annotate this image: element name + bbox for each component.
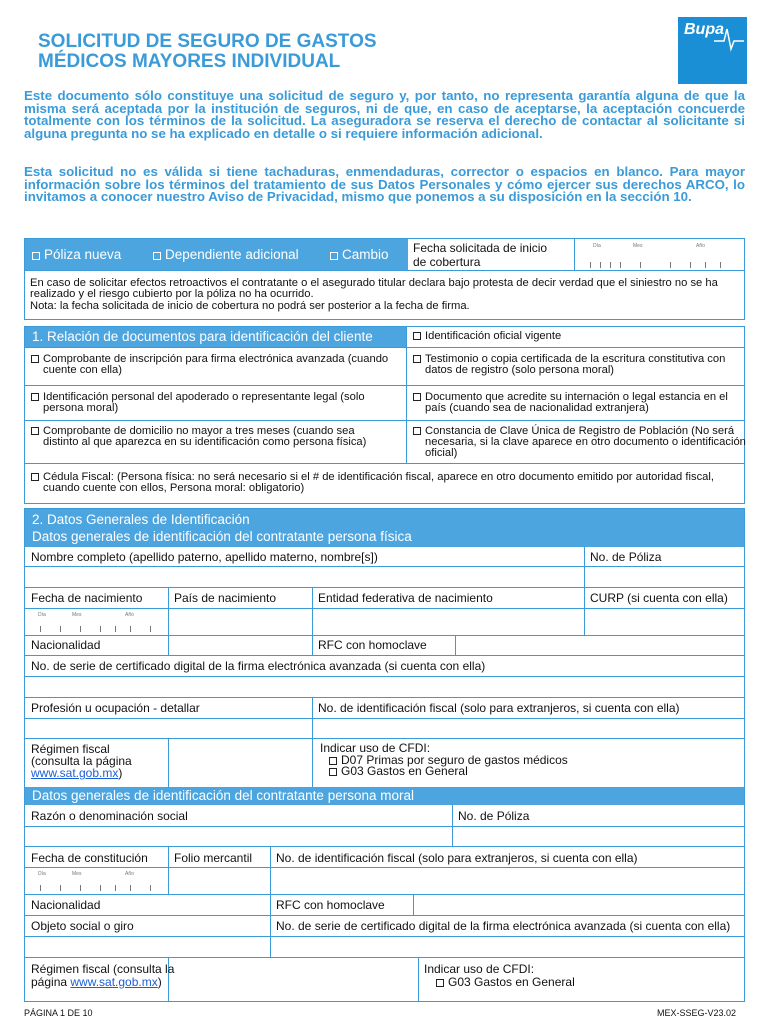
doc-item-label: Comprobante de domicilio no mayor a tres meses (cuando sea distinto al que aparezca en su identificación como persona física)	[43, 425, 367, 448]
start-date-label: Fecha solicitada de inicio de cobertura	[413, 241, 548, 269]
option-label: Dependiente adicional	[165, 247, 299, 262]
label-id-fiscal: No. de identificación fiscal (solo para extranjeros, si cuenta con ella)	[318, 701, 680, 715]
doc-item-3[interactable]	[413, 354, 750, 376]
cfdi-moral-label: Indicar uso de CFDI:	[424, 962, 535, 976]
form-code: MEX-SSEG-V23.02	[657, 1008, 737, 1018]
label-regimen	[31, 743, 132, 779]
doc-item-6[interactable]	[31, 426, 378, 448]
checkbox[interactable]	[413, 355, 421, 363]
day-label: Día	[593, 243, 601, 249]
label-id-fiscal-moral: No. de identificación fiscal (solo para extranjeros, si cuenta con ella)	[276, 851, 638, 865]
label-profesion: Profesión u ocupación - detallar	[31, 701, 200, 715]
regimen-moral-line-1: Régimen fiscal (consulta la	[31, 962, 175, 976]
doc-item-label: Documento que acredite su internación o legal estancia en el país (cuando sea de nacionalidad extranjera)	[425, 391, 728, 414]
cfdi-option-label: G03 Gastos en General	[341, 764, 468, 778]
checkbox[interactable]	[31, 355, 39, 363]
checkbox[interactable]	[413, 332, 421, 340]
label-objeto-social: Objeto social o giro	[31, 919, 134, 933]
label-curp: CURP (si cuenta con ella)	[590, 591, 728, 605]
page-number: PÁGINA 1 DE 10	[24, 1008, 93, 1018]
section-2-title: 2. Datos Generales de Identificación	[32, 512, 250, 527]
label-serie-moral: No. de serie de certificado digital de la firma electrónica avanzada (si cuenta con ella)	[276, 919, 731, 933]
label-fecha-nacimiento: Fecha de nacimiento	[31, 591, 143, 605]
checkbox[interactable]	[32, 252, 40, 260]
paren: )	[157, 975, 162, 989]
checkbox[interactable]	[329, 768, 337, 776]
label-nombre: Nombre completo (apellido paterno, apellido materno, nombre[s])	[31, 550, 378, 564]
checkbox[interactable]	[436, 979, 444, 987]
doc-item-5[interactable]	[413, 392, 750, 414]
month-label: Mes	[72, 612, 82, 618]
label-pais-nacimiento: País de nacimiento	[174, 591, 277, 605]
fisica-subtitle: Datos generales de identificación del contratante persona física	[32, 529, 412, 544]
input-razon-social[interactable]	[25, 827, 451, 845]
option-cambio[interactable]	[330, 239, 389, 270]
day-label: Día	[38, 612, 46, 618]
checkbox[interactable]	[330, 252, 338, 260]
constitution-date-field[interactable]	[40, 885, 152, 891]
year-label: Año	[125, 612, 134, 618]
cfdi-block	[320, 743, 568, 778]
paren: )	[118, 766, 123, 780]
logo-text: Bupa	[684, 21, 724, 38]
label-razon-social: Razón o denominación social	[31, 809, 188, 823]
input-poliza[interactable]	[585, 567, 744, 586]
label-entidad: Entidad federativa de nacimiento	[318, 591, 493, 605]
request-type-options	[25, 239, 408, 270]
doc-item-label: Comprobante de inscripción para firma electrónica avanzada (cuando cuente con ella)	[43, 353, 389, 376]
retroactive-date-note: Nota: la fecha solicitada de inicio de cobertura no podrá ser posterior a la fecha de firma.	[30, 300, 470, 312]
cfdi-moral-option-g03[interactable]	[424, 976, 575, 989]
doc-item-label: Cédula Fiscal: (Persona física: no será necesario si el # de identificación fiscal, aparece en otro documento emitido por autoridad fiscal, cuando cuente con ellos, Persona moral: obligatorio)	[43, 471, 714, 494]
sat-link[interactable]: www.sat.gob.mx	[31, 766, 119, 780]
label-poliza: No. de Póliza	[590, 550, 662, 564]
year-label: Año	[696, 243, 705, 249]
day-label: Día	[38, 871, 46, 877]
regimen-line-2: (consulta la página	[31, 754, 132, 768]
label-poliza-moral: No. de Póliza	[458, 809, 530, 823]
option-label: Cambio	[342, 247, 389, 262]
checkbox[interactable]	[31, 473, 39, 481]
sat-link[interactable]: www.sat.gob.mx	[70, 975, 158, 989]
birth-date-field[interactable]	[40, 626, 152, 632]
start-date-field[interactable]	[590, 262, 730, 268]
checkbox[interactable]	[31, 427, 39, 435]
section-1-title: 1. Relación de documentos para identificación del cliente	[25, 327, 406, 347]
month-label: Mes	[72, 871, 82, 877]
label-nacionalidad-moral: Nacionalidad	[31, 898, 101, 912]
heartbeat-icon	[714, 23, 744, 53]
intro-paragraph-1: Este documento sólo constituye una solicitud de seguro y, por tanto, no representa garantía alguna de que la misma será aceptada por la institución de seguros, ni de que, en caso de aceptarse, la aceptación concuerde totalmente con los términos de la solicitud. La aseguradora se reserva el derecho de contactar al solicitante si alguna pregunta no se ha explicado en detalle o si requiere información adicional.	[24, 88, 745, 141]
title-line-1: SOLICITUD DE SEGURO DE GASTOS	[38, 31, 377, 52]
checkbox[interactable]	[153, 252, 161, 260]
label-folio: Folio mercantil	[174, 851, 253, 865]
regimen-line-1: Régimen fiscal	[31, 742, 110, 756]
option-poliza-nueva[interactable]	[32, 239, 121, 270]
page-title	[38, 32, 478, 72]
doc-item-label: Identificación oficial vigente	[425, 330, 562, 342]
regimen-moral-line-2: página	[31, 975, 71, 989]
bupa-logo	[678, 17, 747, 84]
doc-item-1[interactable]	[413, 331, 743, 342]
checkbox[interactable]	[413, 427, 421, 435]
doc-item-7[interactable]	[413, 426, 755, 459]
doc-item-4[interactable]	[31, 392, 403, 414]
intro-paragraph-2: Esta solicitud no es válida si tiene tachaduras, enmendaduras, corrector o espacios en blanco. Para mayor información sobre los términos del tratamiento de sus Datos Personales y cómo ejercer sus derechos ARCO, lo invitamos a conocer nuestro Aviso de Privacidad, mismo que ponemos a su disposición en la sección 10.	[24, 164, 745, 204]
checkbox[interactable]	[31, 393, 39, 401]
doc-item-2[interactable]	[31, 354, 413, 376]
doc-item-label: Identificación personal del apoderado o representante legal (solo persona moral)	[43, 391, 365, 414]
doc-item-label: Constancia de Clave Única de Registro de Población (No será necesaria, si la clave aparece en otro documento o identificación oficial)	[425, 425, 746, 459]
checkbox[interactable]	[413, 393, 421, 401]
label-rfc: RFC con homoclave	[318, 638, 427, 652]
label-serie: No. de serie de certificado digital de la firma electrónica avanzada (si cuenta con ella)	[31, 659, 486, 673]
cfdi-moral-block	[424, 963, 575, 989]
label-nacionalidad: Nacionalidad	[31, 638, 101, 652]
label-fecha-constitucion: Fecha de constitución	[31, 851, 148, 865]
year-label: Año	[125, 871, 134, 877]
label-regimen-moral	[31, 963, 174, 989]
option-label: Póliza nueva	[44, 247, 122, 262]
section-2-header	[25, 509, 744, 547]
doc-item-label: Testimonio o copia certificada de la escritura constitutiva con datos de registro (solo persona moral)	[425, 353, 726, 376]
cfdi-option-label: G03 Gastos en General	[448, 975, 575, 989]
input-nombre[interactable]	[25, 567, 583, 586]
doc-item-8[interactable]	[31, 472, 753, 494]
title-line-2: MÉDICOS MAYORES INDIVIDUAL	[38, 51, 341, 72]
cfdi-label: Indicar uso de CFDI:	[320, 741, 431, 755]
option-dependiente[interactable]	[153, 239, 299, 270]
cfdi-option-label: D07 Primas por seguro de gastos médicos	[341, 752, 568, 767]
cfdi-option-g03[interactable]	[320, 766, 568, 778]
month-label: Mes	[633, 243, 643, 249]
checkbox[interactable]	[329, 757, 337, 765]
retroactive-note: En caso de solicitar efectos retroactivos el contratante o el asegurado titular declara bajo protesta de decir verdad que el siniestro no se ha realizado y el riesgo cubierto por la póliza no ha ocurrido.	[30, 277, 718, 300]
moral-subtitle: Datos generales de identificación del contratante persona moral	[25, 787, 744, 805]
label-rfc-moral: RFC con homoclave	[276, 898, 385, 912]
